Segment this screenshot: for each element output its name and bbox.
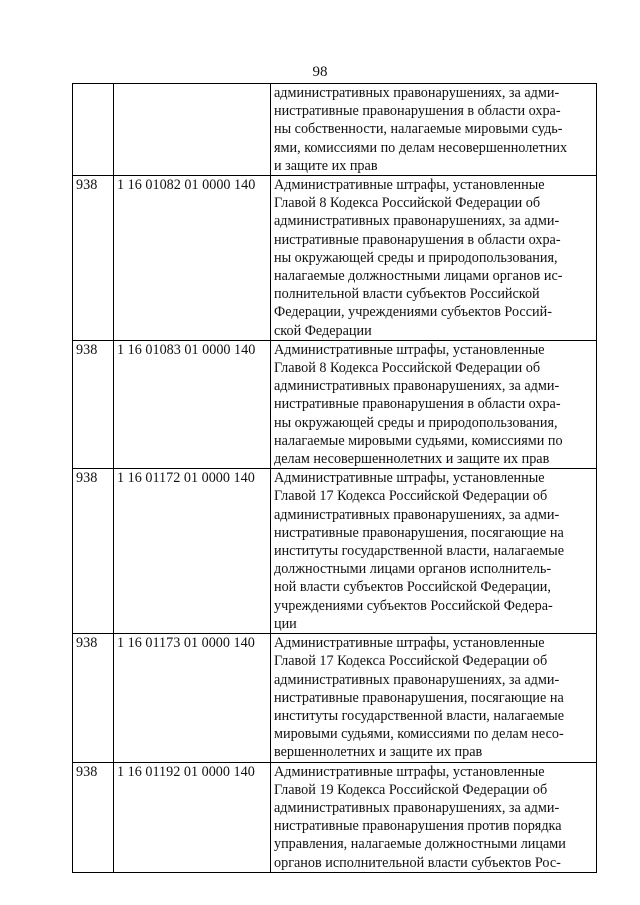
admin-code-cell: 938 (73, 762, 114, 872)
kbk-code-cell: 1 16 01083 01 0000 140 (114, 340, 271, 468)
table-row (73, 762, 597, 872)
table-row (73, 84, 597, 176)
page-number: 98 (312, 64, 328, 80)
revenue-name-cell: административных правонарушениях, за адми- нистративные правонарушения в области охра- ны собственности, налагаемые мировыми судь- ями, комиссиями по делам несовершеннолетних и защите их прав (271, 84, 597, 176)
kbk-code-cell: 1 16 01173 01 0000 140 (114, 634, 271, 762)
kbk-code-cell (114, 84, 271, 176)
table-row (73, 340, 597, 468)
budget-codes-table (72, 83, 597, 873)
kbk-code-cell: 1 16 01172 01 0000 140 (114, 469, 271, 634)
admin-code-cell: 938 (73, 634, 114, 762)
revenue-name-cell: Административные штрафы, установленные Главой 17 Кодекса Российской Федерации об административных правонарушениях, за адми- нистративные правонарушения, посягающие на институты государственной власти, налагаемые мировыми судьями, комиссиями по делам несо- вершеннолетних и защите их прав (271, 634, 597, 762)
revenue-name-cell: Административные штрафы, установленные Главой 8 Кодекса Российской Федерации об административных правонарушениях, за адми- нистративные правонарушения в области охра- ны окружающей среды и природопользования, налагаемые мировыми судьями, комиссиями по делам несовершеннолетних и защите их прав (271, 340, 597, 468)
table-row (73, 469, 597, 634)
kbk-code-cell: 1 16 01082 01 0000 140 (114, 176, 271, 341)
table-row (73, 176, 597, 341)
admin-code-cell: 938 (73, 469, 114, 634)
admin-code-cell: 938 (73, 176, 114, 341)
admin-code-cell (73, 84, 114, 176)
table-row (73, 634, 597, 762)
admin-code-cell: 938 (73, 340, 114, 468)
kbk-code-cell: 1 16 01192 01 0000 140 (114, 762, 271, 872)
revenue-name-cell: Административные штрафы, установленные Главой 19 Кодекса Российской Федерации об административных правонарушениях, за адми- нистративные правонарушения против порядка управления, налагаемые должностными лицами органов исполнительной власти субъектов Рос- (271, 762, 597, 872)
revenue-name-cell: Административные штрафы, установленные Главой 8 Кодекса Российской Федерации об административных правонарушениях, за адми- нистративные правонарушения в области охра- ны окружающей среды и природопользования, налагаемые должностными лицами органов ис- полнительной власти субъектов Российской Федерации, учреждениями субъектов Россий- ской Федерации (271, 176, 597, 341)
revenue-name-cell: Административные штрафы, установленные Главой 17 Кодекса Российской Федерации об административных правонарушениях, за адми- нистративные правонарушения, посягающие на институты государственной власти, налагаемые должностными лицами органов исполнитель- ной власти субъектов Российской Федерации, учреждениями субъектов Российской Федера- ции (271, 469, 597, 634)
